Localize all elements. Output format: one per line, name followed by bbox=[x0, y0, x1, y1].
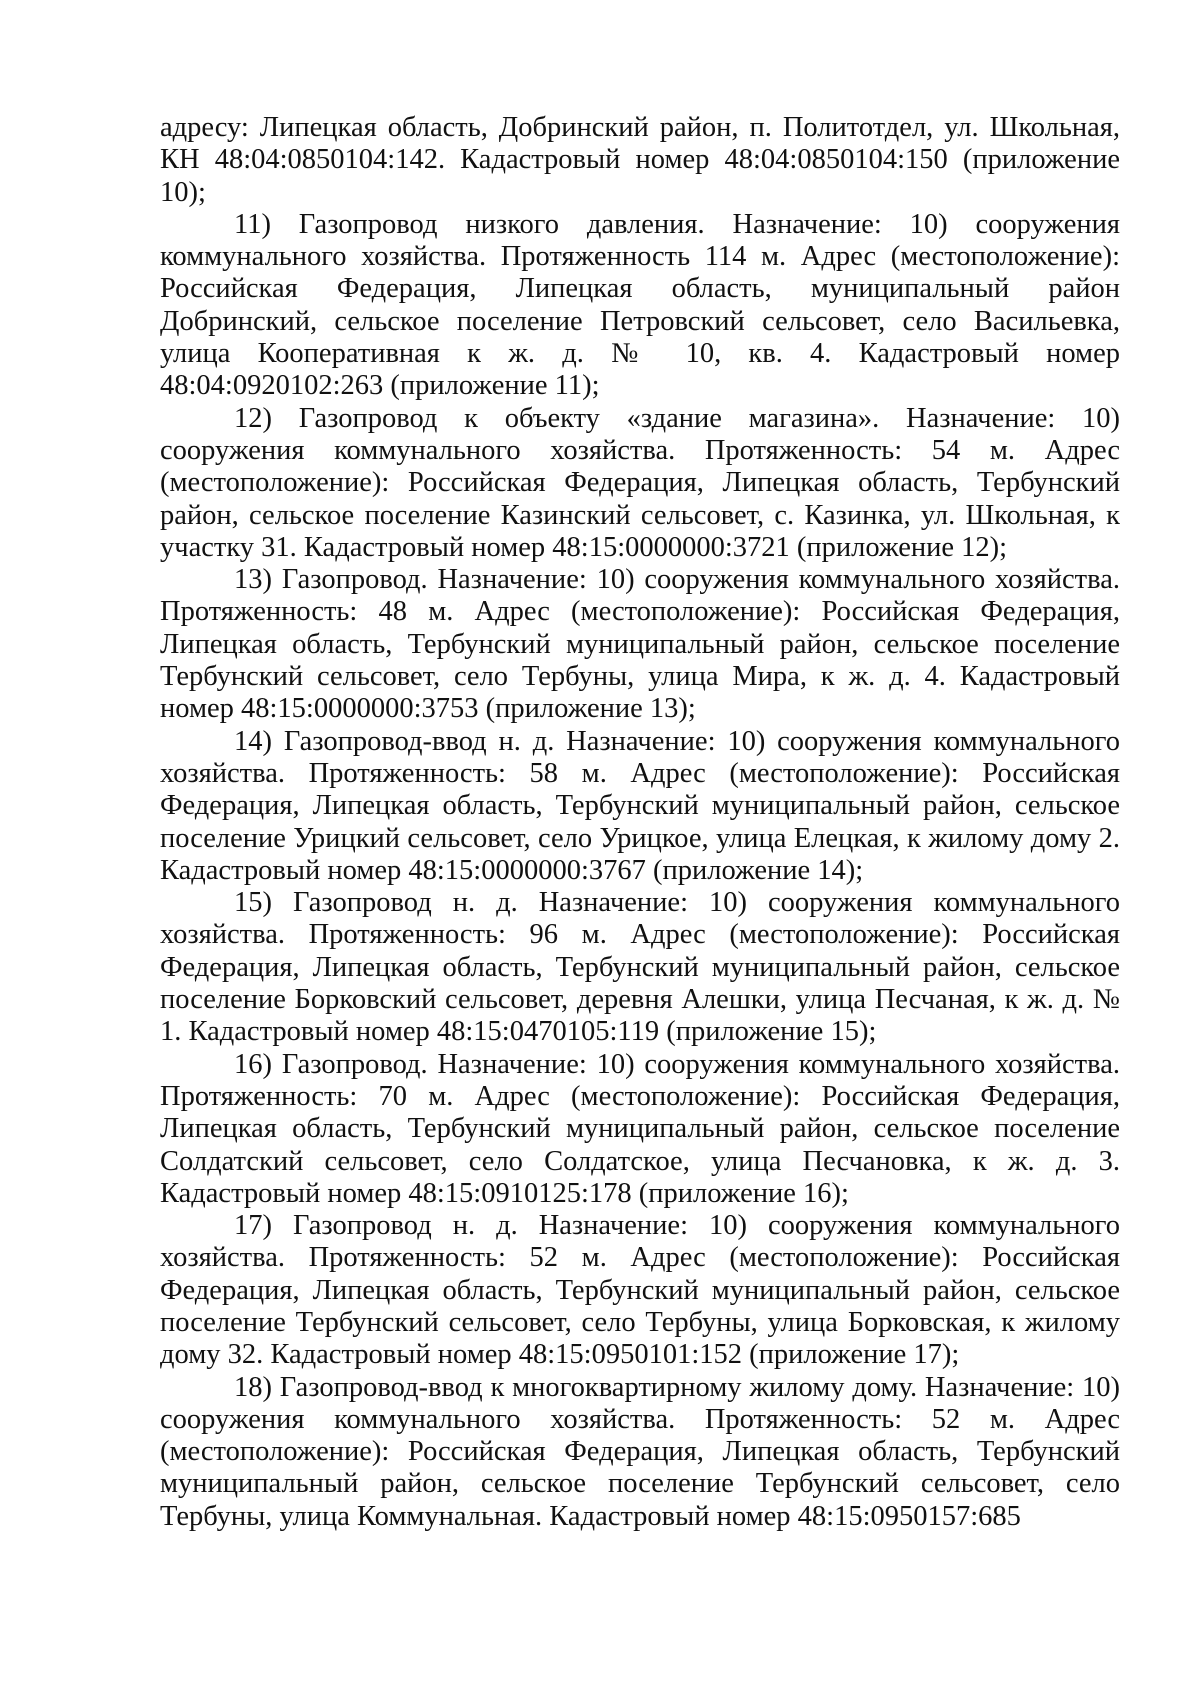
item-number: 11) bbox=[234, 208, 271, 240]
list-item-13 bbox=[160, 564, 1120, 725]
item-text: Газопровод-ввод н. д. Назначение: 10) сооружения коммунального хозяйства. Протяженность: 58 м. Адрес (местоположение): Российская Федерация, Липецкая область, Тербунский муниципальный район, сельское поселение Урицкий сельсовет, село Урицкое, улица Елецкая, к жилому дому 2. Кадастровый номер 48:15:0000000:3767 (приложение 14); bbox=[160, 725, 1120, 886]
list-item-11 bbox=[160, 209, 1120, 403]
document-page bbox=[160, 112, 1120, 1533]
item-text: Газопровод низкого давления. Назначение: 10) сооружения коммунального хозяйства. Протяженность 114 м. Адрес (местоположение): Российская Федерация, Липецкая область, муниципальный район Добринский, сельское поселение Петровский сельсовет, село Васильевка, улица Кооперативная к ж. д. № 10, кв. 4. Кадастровый номер 48:04:0920102:263 (приложение 11); bbox=[160, 208, 1120, 402]
list-item-16 bbox=[160, 1049, 1120, 1210]
item-text: Газопровод-ввод к многоквартирному жилому дому. Назначение: 10) сооружения коммунального хозяйства. Протяженность: 52 м. Адрес (местоположение): Российская Федерация, Липецкая область, Тербунский муниципальный район, сельское поселение Тербунский сельсовет, село Тербуны, улица Коммунальная. Кадастровый номер 48:15:0950157:685 bbox=[160, 1371, 1120, 1532]
item-text: Газопровод. Назначение: 10) сооружения коммунального хозяйства. Протяженность: 48 м. Адрес (местоположение): Российская Федерация, Липецкая область, Тербунский муниципальный район, сельское поселение Тербунский сельсовет, село Тербуны, улица Мира, к ж. д. 4. Кадастровый номер 48:15:0000000:3753 (приложение 13); bbox=[160, 564, 1120, 725]
item-number: 14) bbox=[234, 725, 272, 757]
item-text: Газопровод к объекту «здание магазина». Назначение: 10) сооружения коммунального хозяйства. Протяженность: 54 м. Адрес (местоположение): Российская Федерация, Липецкая область, Тербунский район, сельское поселение Казинский сельсовет, с. Казинка, ул. Школьная, к участку 31. Кадастровый номер 48:15:0000000:3721 (приложение 12); bbox=[160, 402, 1120, 563]
item-number: 18) bbox=[234, 1371, 272, 1403]
list-item-12 bbox=[160, 403, 1120, 564]
continuation-paragraph: адресу: Липецкая область, Добринский район, п. Политотдел, ул. Школьная, КН 48:04:0850104:142. Кадастровый номер 48:04:0850104:150 (приложение 10); bbox=[160, 112, 1120, 208]
item-text: Газопровод. Назначение: 10) сооружения коммунального хозяйства. Протяженность: 70 м. Адрес (местоположение): Российская Федерация, Липецкая область, Тербунский муниципальный район, сельское поселение Солдатский сельсовет, село Солдатское, улица Песчановка, к ж. д. 3. Кадастровый номер 48:15:0910125:178 (приложение 16); bbox=[160, 1048, 1120, 1209]
item-number: 12) bbox=[234, 402, 272, 434]
item-text: Газопровод н. д. Назначение: 10) сооружения коммунального хозяйства. Протяженность: 96 м. Адрес (местоположение): Российская Федерация, Липецкая область, Тербунский муниципальный район, сельское поселение Борковский сельсовет, деревня Алешки, улица Песчаная, к ж. д. № 1. Кадастровый номер 48:15:0470105:119 (приложение 15); bbox=[160, 887, 1120, 1048]
item-number: 17) bbox=[234, 1210, 272, 1242]
list-item-17 bbox=[160, 1210, 1120, 1371]
list-item-18 bbox=[160, 1372, 1120, 1533]
item-number: 15) bbox=[234, 887, 272, 919]
list-item-14 bbox=[160, 726, 1120, 887]
item-text: Газопровод н. д. Назначение: 10) сооружения коммунального хозяйства. Протяженность: 52 м. Адрес (местоположение): Российская Федерация, Липецкая область, Тербунский муниципальный район, сельское поселение Тербунский сельсовет, село Тербуны, улица Борковская, к жилому дому 32. Кадастровый номер 48:15:0950101:152 (приложение 17); bbox=[160, 1210, 1120, 1371]
item-number: 13) bbox=[234, 564, 272, 596]
list-item-15 bbox=[160, 887, 1120, 1048]
item-number: 16) bbox=[234, 1048, 272, 1080]
